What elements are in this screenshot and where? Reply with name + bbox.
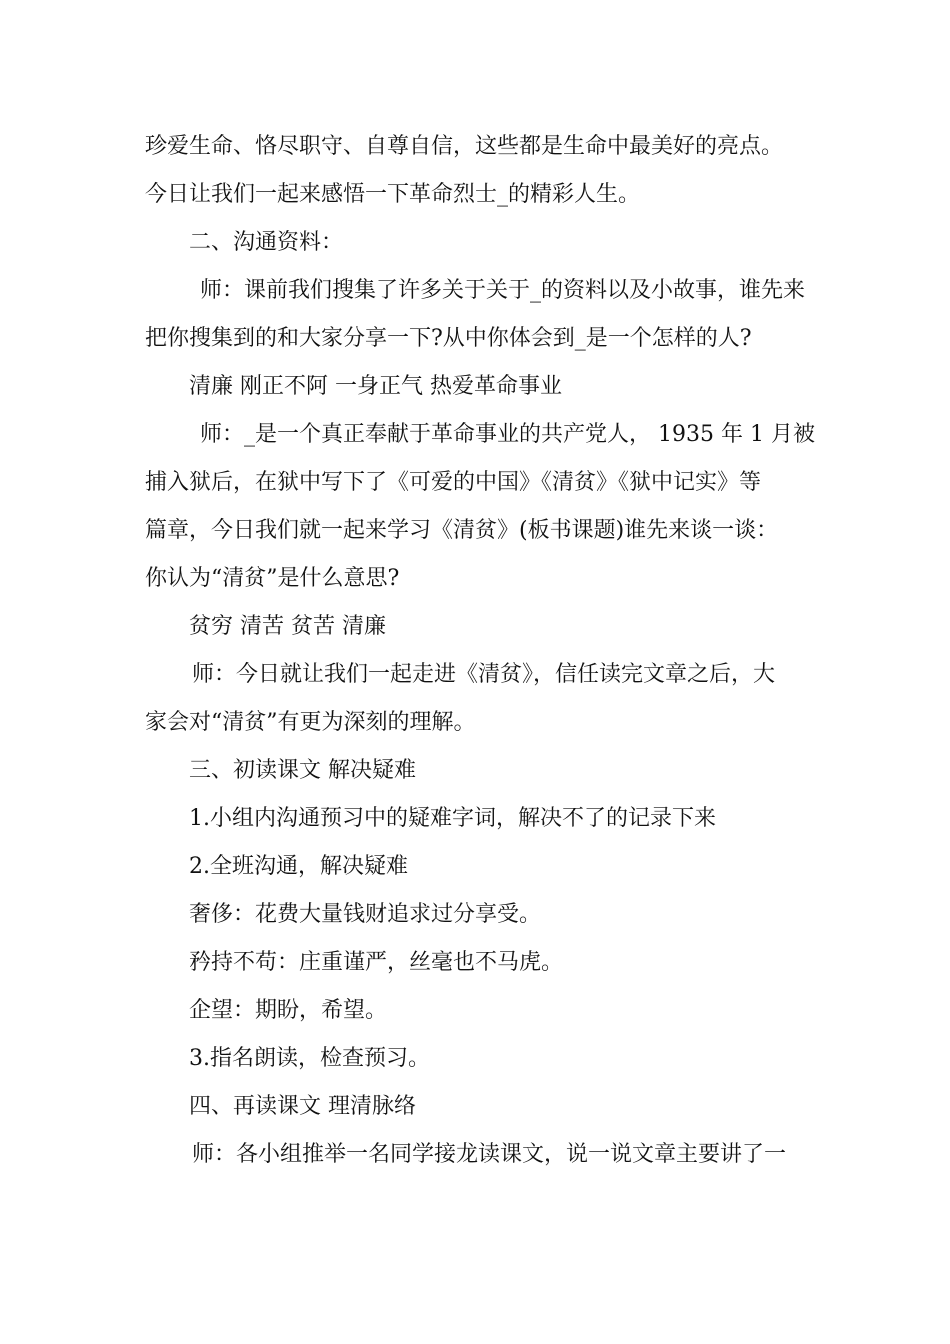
paragraph-line: 篇章，今日我们就一起来学习《清贫》(板书课题)谁先来谈一谈： bbox=[145, 518, 779, 543]
paragraph-line: 珍爱生命、恪尽职守、自尊自信，这些都是生命中最美好的亮点。 bbox=[145, 134, 784, 159]
definition-line: 奢侈：花费大量钱财追求过分享受。 bbox=[189, 902, 542, 927]
list-item: 2.全班沟通，解决疑难 bbox=[189, 854, 408, 879]
document-body bbox=[145, 123, 815, 1179]
definition-line: 矜持不苟：庄重谨严，丝毫也不马虎。 bbox=[189, 950, 564, 975]
section-heading: 二、沟通资料： bbox=[189, 230, 344, 255]
paragraph-line: 师：各小组推举一名同学接龙读课文，说一说文章主要讲了一 bbox=[192, 1142, 787, 1167]
paragraph-line: 把你搜集到的和大家分享一下?从中你体会到_是一个怎样的人? bbox=[145, 326, 752, 351]
paragraph-line: 你认为“清贫”是什么意思? bbox=[145, 566, 400, 591]
paragraph-line: 师：今日就让我们一起走进《清贫》，信任读完文章之后，大 bbox=[192, 662, 776, 687]
paragraph-line: 今日让我们一起来感悟一下革命烈士_的精彩人生。 bbox=[145, 182, 641, 207]
paragraph-line: 清廉 刚正不阿 一身正气 热爱革命事业 bbox=[189, 374, 562, 399]
paragraph-line: 捕入狱后，在狱中写下了《可爱的中国》《清贫》《狱中记实》等 bbox=[145, 470, 762, 495]
list-item: 3.指名朗读，检查预习。 bbox=[189, 1046, 430, 1071]
paragraph-line: 师：课前我们搜集了许多关于关于_的资料以及小故事，谁先来 bbox=[200, 278, 806, 303]
section-heading: 三、初读课文 解决疑难 bbox=[189, 758, 416, 783]
section-heading: 四、再读课文 理清脉络 bbox=[189, 1094, 416, 1119]
paragraph-line: 家会对“清贫”有更为深刻的理解。 bbox=[145, 710, 476, 735]
definition-line: 企望：期盼，希望。 bbox=[189, 998, 388, 1023]
list-item: 1.小组内沟通预习中的疑难字词，解决不了的记录下来 bbox=[189, 806, 716, 831]
paragraph-line: 贫穷 清苦 贫苦 清廉 bbox=[189, 614, 386, 639]
paragraph-line: 师：_是一个真正奉献于革命事业的共产党人， 1935 年 1 月被 bbox=[200, 422, 815, 447]
